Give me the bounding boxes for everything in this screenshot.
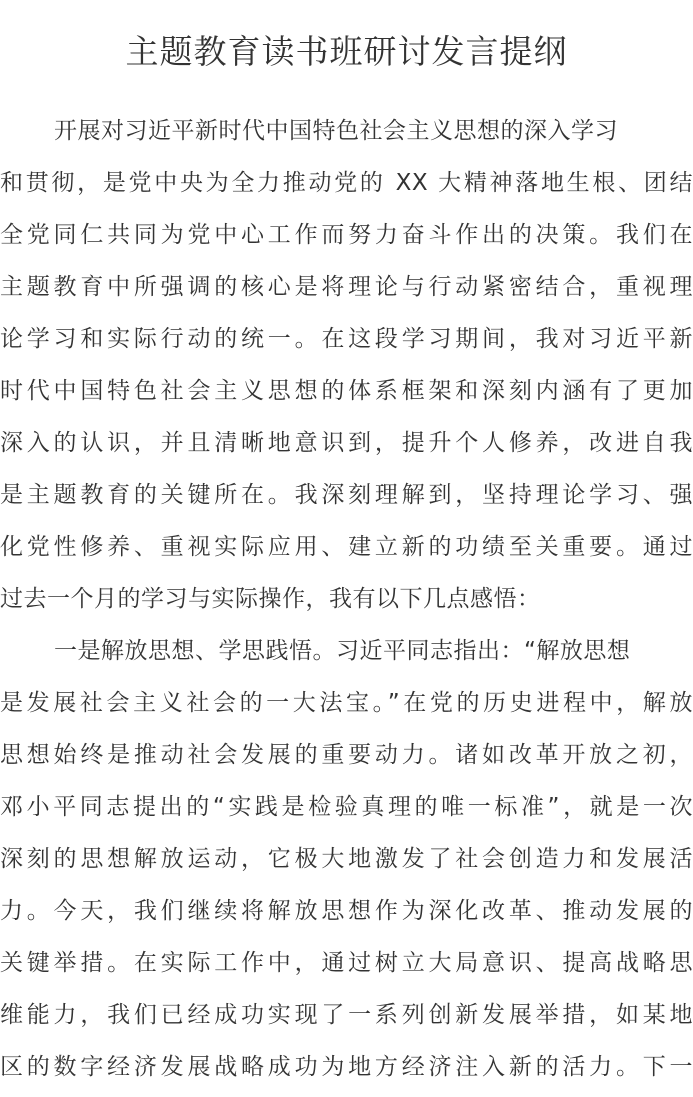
paragraph-line: 主题教育中所强调的核心是将理论与行动紧密结合，重视理: [0, 274, 693, 300]
paragraph-line: 思想始终是推动社会发展的重要动力。诸如改革开放之初，: [0, 742, 693, 768]
paragraph-line: 时代中国特色社会主义思想的体系框架和深刻内涵有了更加: [0, 378, 693, 404]
paragraph-line: 过去一个月的学习与实际操作，我有以下几点感悟：: [0, 586, 541, 612]
paragraph-line: 化党性修养、重视实际应用、建立新的功绩至关重要。通过: [0, 534, 693, 560]
paragraph-line: 深刻的思想解放运动，它极大地激发了社会创造力和发展活: [0, 846, 693, 872]
document-body: [0, 105, 693, 1093]
paragraph-line: 深入的认识，并且清晰地意识到，提升个人修养，改进自我: [0, 430, 693, 456]
paragraph-line: 区的数字经济发展战略成功为地方经济注入新的活力。下一: [0, 1054, 693, 1080]
paragraph-line: 开展对习近平新时代中国特色社会主义思想的深入学习: [54, 118, 618, 144]
paragraph-line: 全党同仁共同为党中心工作而努力奋斗作出的决策。我们在: [0, 222, 693, 248]
paragraph-line: 一是解放思想、学思践悟。习近平同志指出：“解放思想: [54, 638, 631, 664]
paragraph-line: 关键举措。在实际工作中，通过树立大局意识、提高战略思: [0, 950, 693, 976]
document-title: 主题教育读书班研讨发言提纲: [125, 32, 568, 71]
paragraph-line: 邓小平同志提出的“实践是检验真理的唯一标准”，就是一次: [0, 794, 693, 820]
paragraph-line: 和贯彻，是党中央为全力推动党的 XX 大精神落地生根、团结: [0, 170, 693, 196]
paragraph-line: 力。今天，我们继续将解放思想作为深化改革、推动发展的: [0, 898, 693, 924]
paragraph-line: 论学习和实际行动的统一。在这段学习期间，我对习近平新: [0, 326, 693, 352]
paragraph-line: 是主题教育的关键所在。我深刻理解到，坚持理论学习、强: [0, 482, 693, 508]
paragraph-line: 是发展社会主义社会的一大法宝。”在党的历史进程中，解放: [0, 690, 693, 716]
paragraph-line: 维能力，我们已经成功实现了一系列创新发展举措，如某地: [0, 1002, 693, 1028]
